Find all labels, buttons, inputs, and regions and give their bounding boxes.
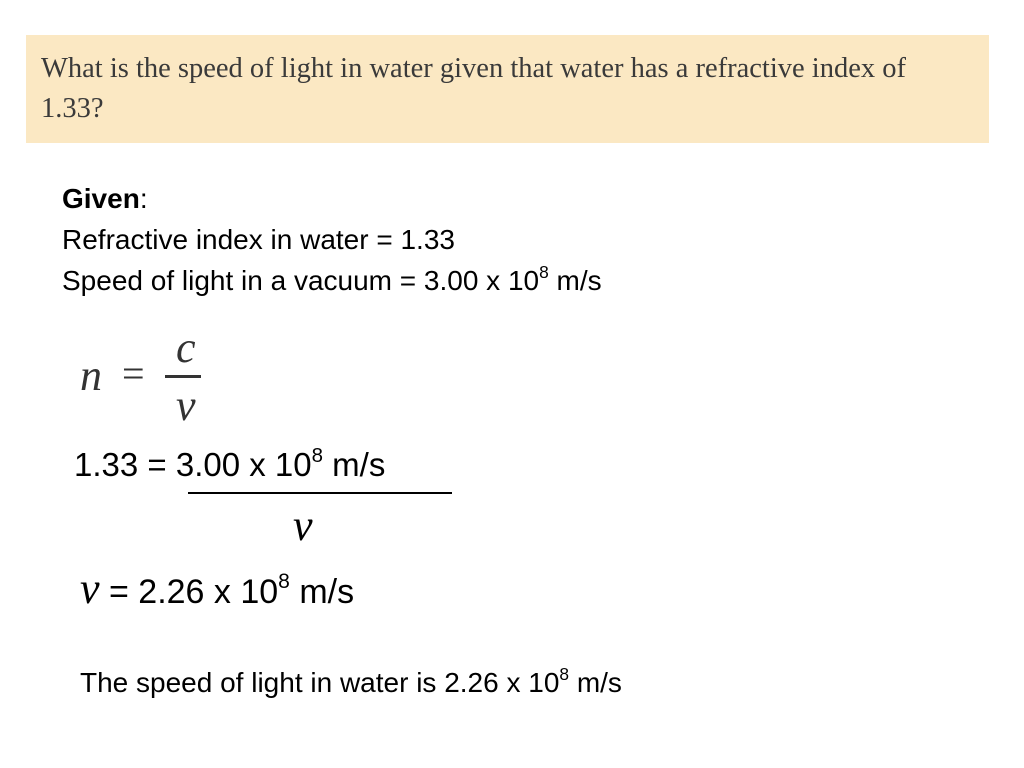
substitution-denominator-v: v [293, 501, 313, 550]
formula-n: n [80, 351, 102, 400]
refractive-index-formula [80, 322, 210, 430]
result-line [80, 563, 354, 614]
given-block [62, 178, 602, 305]
question-text: What is the speed of light in water given that water has a refractive index of 1.33? [41, 53, 906, 124]
vacuum-speed-text: Speed of light in a vacuum = 3.00 x 10 [62, 265, 540, 296]
conclusion-unit: m/s [569, 667, 622, 698]
vacuum-speed-exponent: 8 [539, 261, 549, 282]
substitution-lhs: 1.33 = [74, 446, 176, 483]
conclusion-text: The speed of light in water is 2.26 x 10 [80, 667, 560, 698]
substitution-fraction-bar [188, 492, 452, 494]
result-variable-v: v [80, 564, 100, 613]
refractive-index-line: Refractive index in water = 1.33 [62, 224, 455, 255]
given-heading-colon: : [139, 183, 148, 214]
conclusion-exponent: 8 [559, 663, 570, 684]
result-unit: m/s [289, 573, 355, 611]
question-box [26, 35, 989, 143]
substitution-numerator: 3.00 x 10 [175, 446, 312, 483]
formula-denominator-v: v [176, 381, 196, 430]
result-value: = 2.26 x 10 [99, 573, 279, 611]
given-heading-line [62, 178, 602, 219]
substitution-unit: m/s [323, 446, 386, 483]
given-heading: Given [62, 183, 140, 214]
substitution-line [74, 443, 386, 484]
vacuum-speed-line [62, 260, 602, 305]
formula-equals: = [122, 351, 145, 396]
result-exponent: 8 [278, 570, 290, 594]
conclusion-line [80, 663, 622, 699]
formula-numerator-c: c [176, 323, 196, 372]
substitution-exponent: 8 [311, 443, 323, 467]
formula-fraction-bar [165, 375, 201, 378]
vacuum-speed-unit: m/s [548, 265, 602, 296]
